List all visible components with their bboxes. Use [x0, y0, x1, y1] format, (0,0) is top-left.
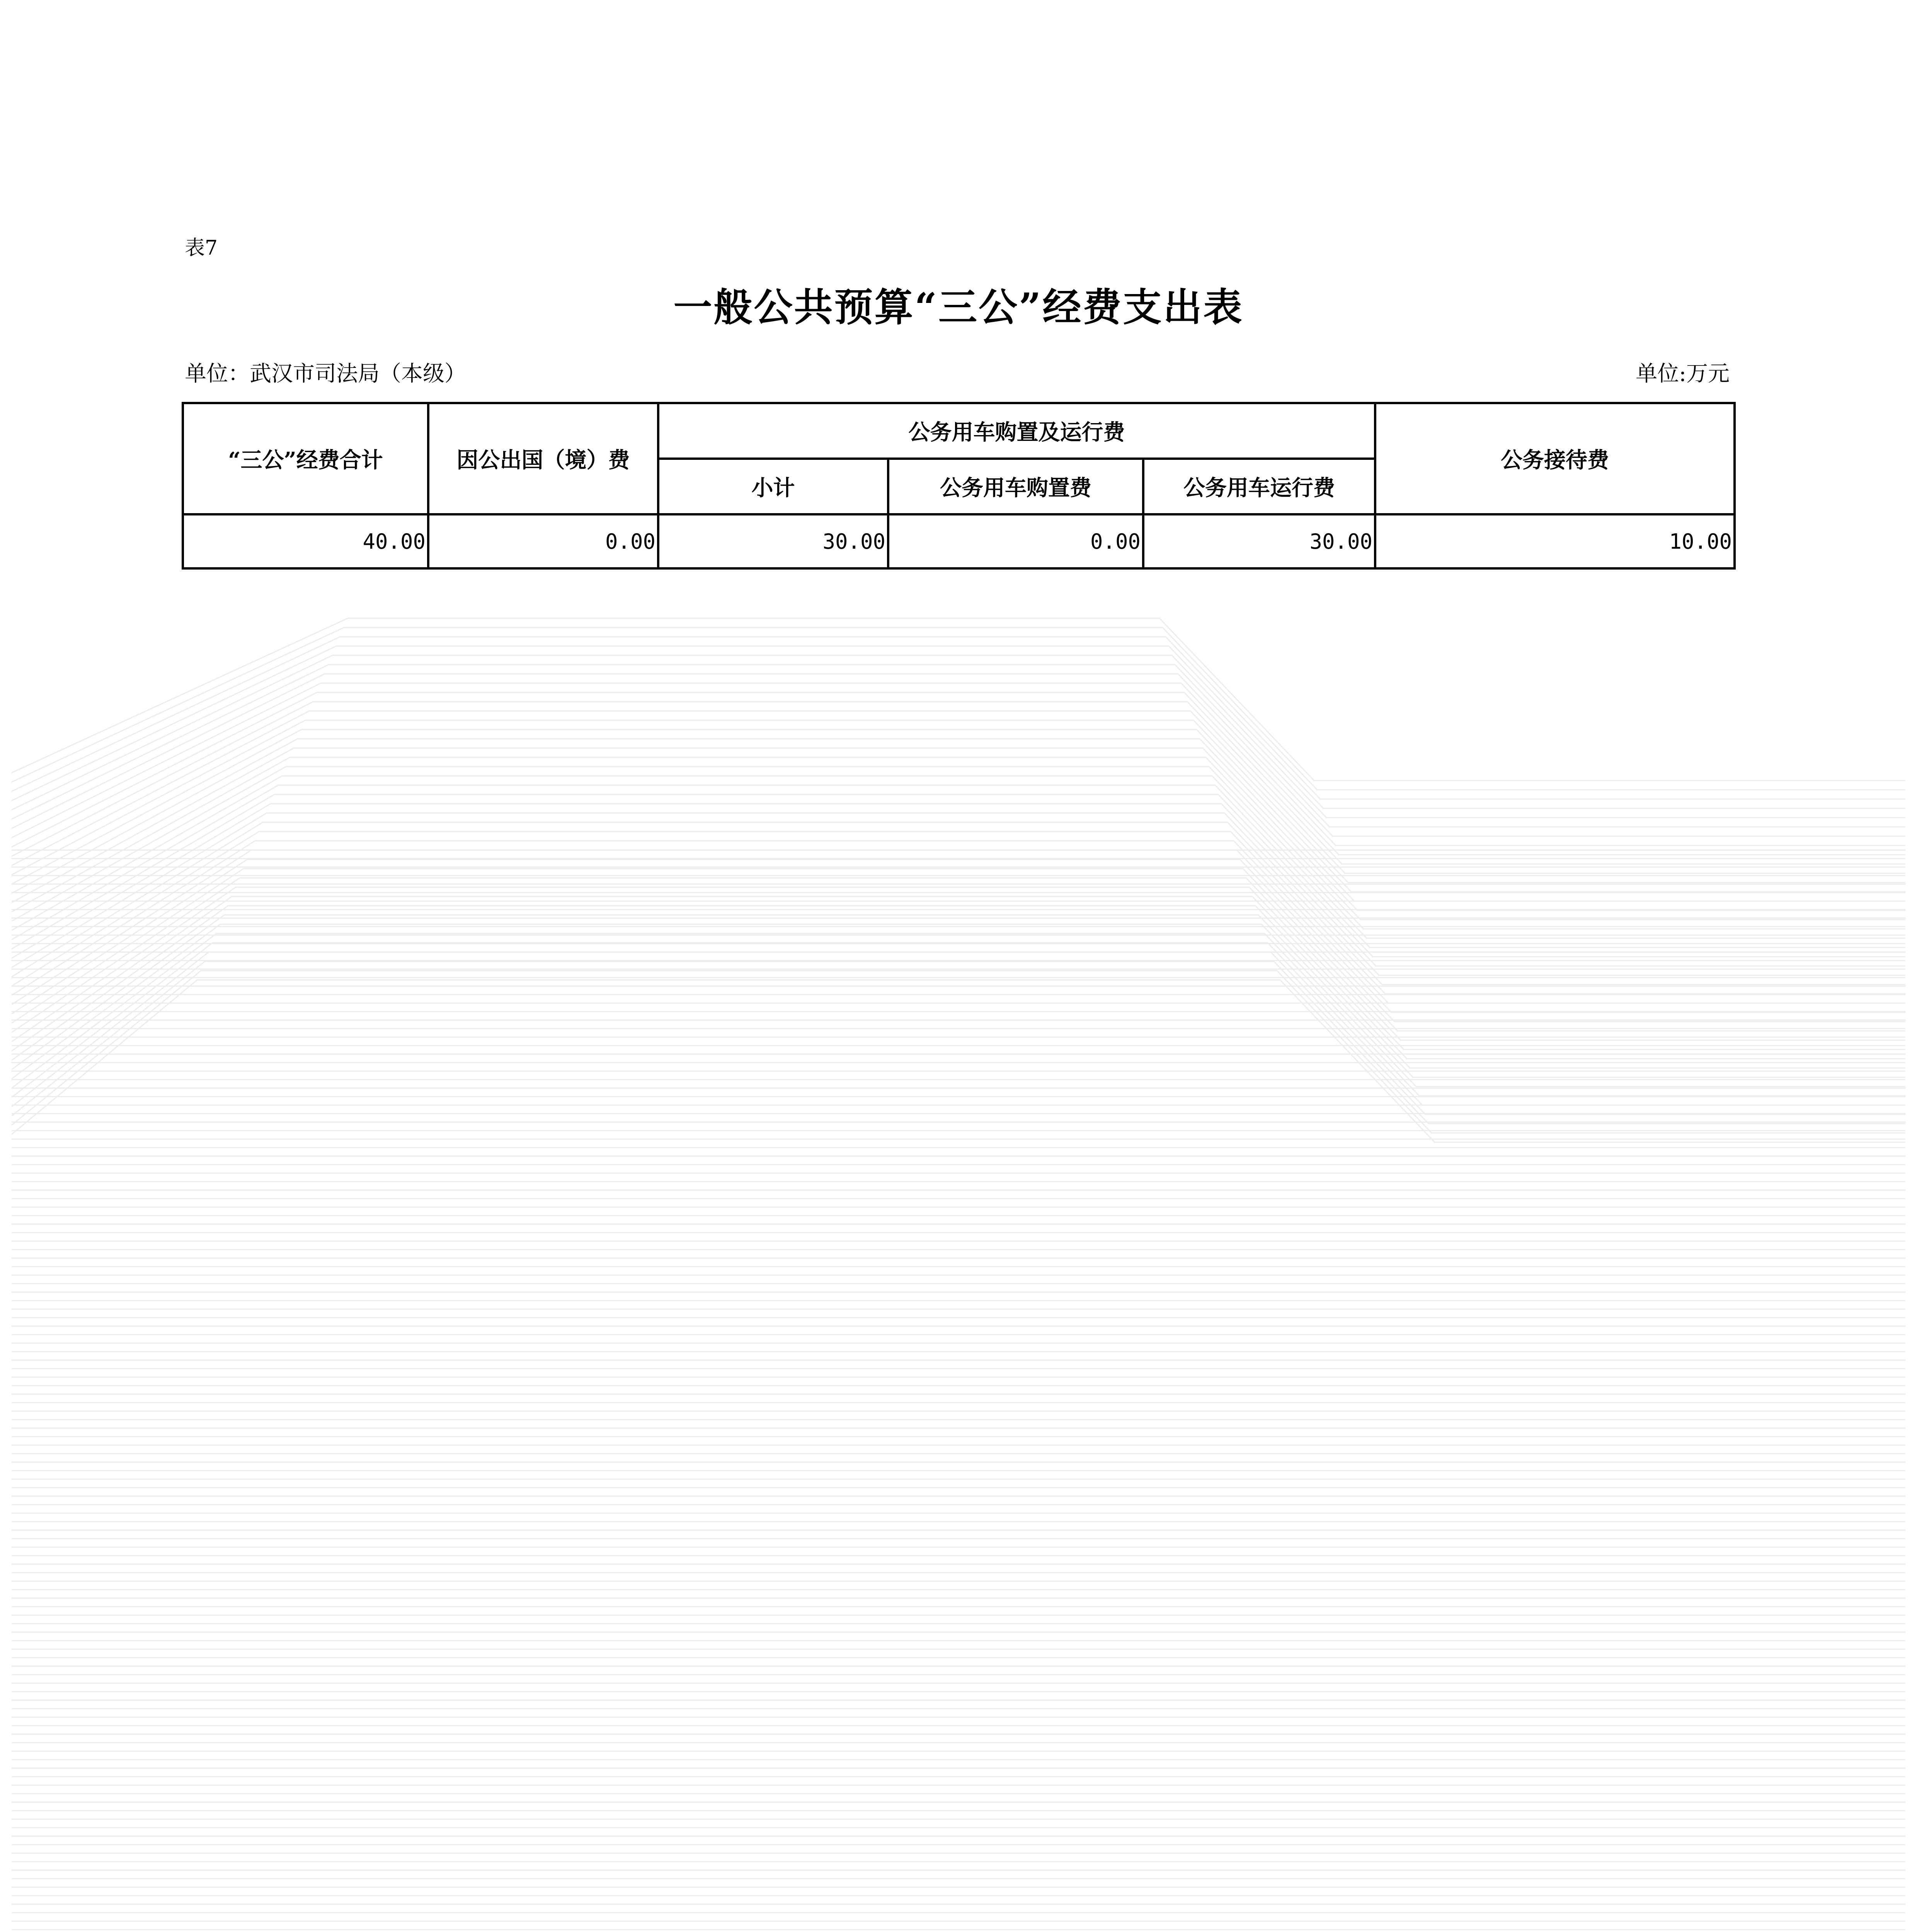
cell-vehicle-purchase: 0.00	[888, 514, 1143, 568]
header-vehicle-purchase: 公务用车购置费	[888, 459, 1143, 514]
table-row	[183, 514, 1735, 568]
table-number: 表7	[185, 236, 218, 260]
header-total: “三公”经费合计	[183, 403, 428, 514]
page-title: 一般公共预算“三公”经费支出表	[673, 284, 1244, 330]
header-subtotal: 小计	[658, 459, 888, 514]
cell-subtotal: 30.00	[658, 514, 888, 568]
unit-currency: 单位:万元	[1636, 361, 1730, 386]
table-header-row	[183, 403, 1735, 459]
cell-vehicle-operation: 30.00	[1143, 514, 1375, 568]
header-abroad: 因公出国（境）费	[428, 403, 658, 514]
header-vehicle-group: 公务用车购置及运行费	[658, 403, 1375, 459]
cell-reception: 10.00	[1375, 514, 1735, 568]
budget-table	[182, 402, 1736, 570]
cell-abroad: 0.00	[428, 514, 658, 568]
header-reception: 公务接待费	[1375, 403, 1735, 514]
unit-organization: 单位：武汉市司法局（本级）	[185, 361, 466, 386]
header-vehicle-operation: 公务用车运行费	[1143, 459, 1375, 514]
cell-total: 40.00	[183, 514, 428, 568]
